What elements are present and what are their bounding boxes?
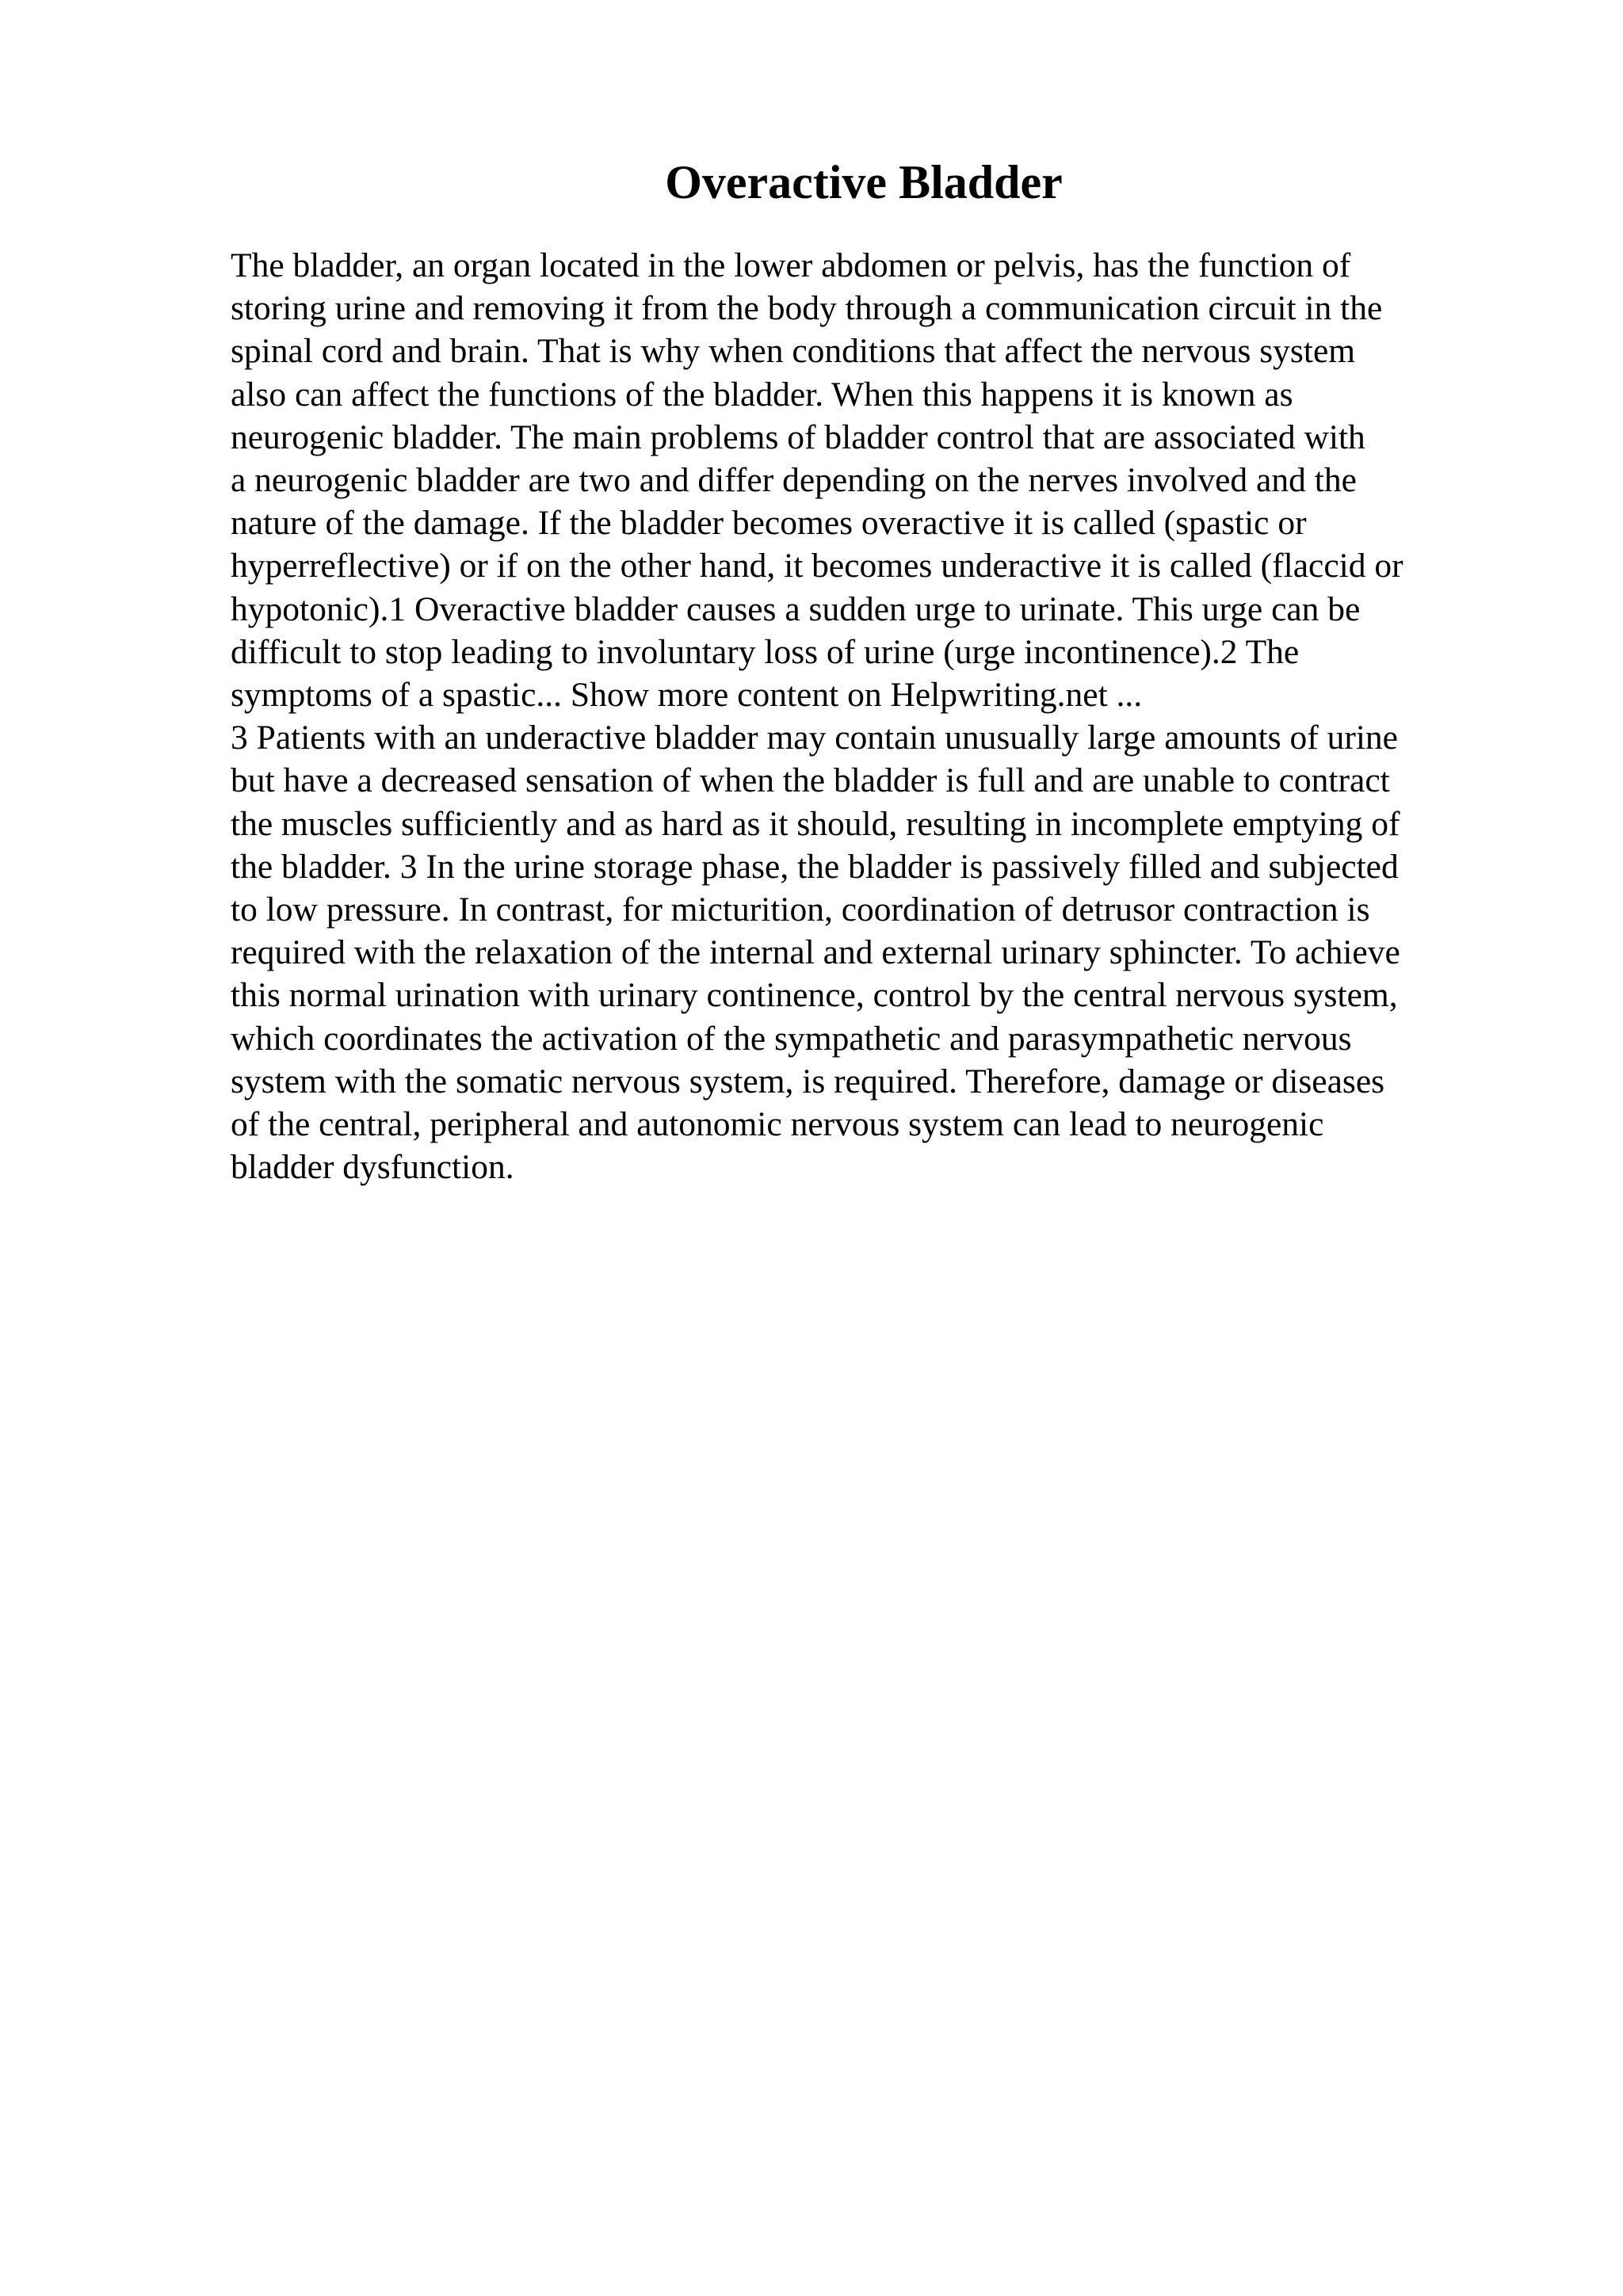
text-line: difficult to stop leading to involuntary loss of urine (urge incontinence).2 The (231, 632, 1300, 671)
text-line: but have a decreased sensation of when the bladder is full and are unable to contract (231, 761, 1390, 800)
text-line: to low pressure. In contrast, for micturition, coordination of detrusor contraction is (231, 891, 1370, 929)
text-line: The bladder, an organ located in the lower abdomen or pelvis, has the function of (231, 246, 1351, 284)
text-line: nature of the damage. If the bladder becomes overactive it is called (spastic or (231, 504, 1307, 543)
text-line: spinal cord and brain. That is why when conditions that affect the nervous system (231, 332, 1356, 371)
text-line: storing urine and removing it from the body through a communication circuit in the (231, 289, 1383, 328)
text-line: required with the relaxation of the internal and external urinary sphincter. To achieve (231, 933, 1400, 972)
text-line: bladder dysfunction. (231, 1148, 514, 1187)
show-more-line[interactable]: symptoms of a spastic... Show more content on Helpwriting.net ... (231, 676, 1143, 715)
text-line: 3 Patients with an underactive bladder may contain unusually large amounts of urine (231, 719, 1398, 757)
text-line: which coordinates the activation of the sympathetic and parasympathetic nervous (231, 1019, 1352, 1058)
page-title: Overactive Bladder (665, 156, 1063, 208)
text-line: of the central, peripheral and autonomic nervous system can lead to neurogenic (231, 1105, 1324, 1144)
text-line: a neurogenic bladder are two and differ depending on the nerves involved and the (231, 461, 1357, 500)
text-line: the muscles sufficiently and as hard as it should, resulting in incomplete emptying of (231, 804, 1400, 843)
text-line: also can affect the functions of the bladder. When this happens it is known as (231, 375, 1293, 414)
text-line: the bladder. 3 In the urine storage phase, the bladder is passively filled and subjected (231, 847, 1399, 886)
text-line: neurogenic bladder. The main problems of bladder control that are associated with (231, 418, 1365, 456)
text-line: system with the somatic nervous system, is required. Therefore, damage or diseases (231, 1062, 1385, 1100)
text-line: hypotonic).1 Overactive bladder causes a sudden urge to urinate. This urge can be (231, 589, 1361, 628)
text-line: this normal urination with urinary continence, control by the central nervous system, (231, 976, 1398, 1015)
text-line: hyperreflective) or if on the other hand, it becomes underactive it is called (flaccid or (231, 547, 1403, 585)
body-text (231, 244, 1499, 1188)
